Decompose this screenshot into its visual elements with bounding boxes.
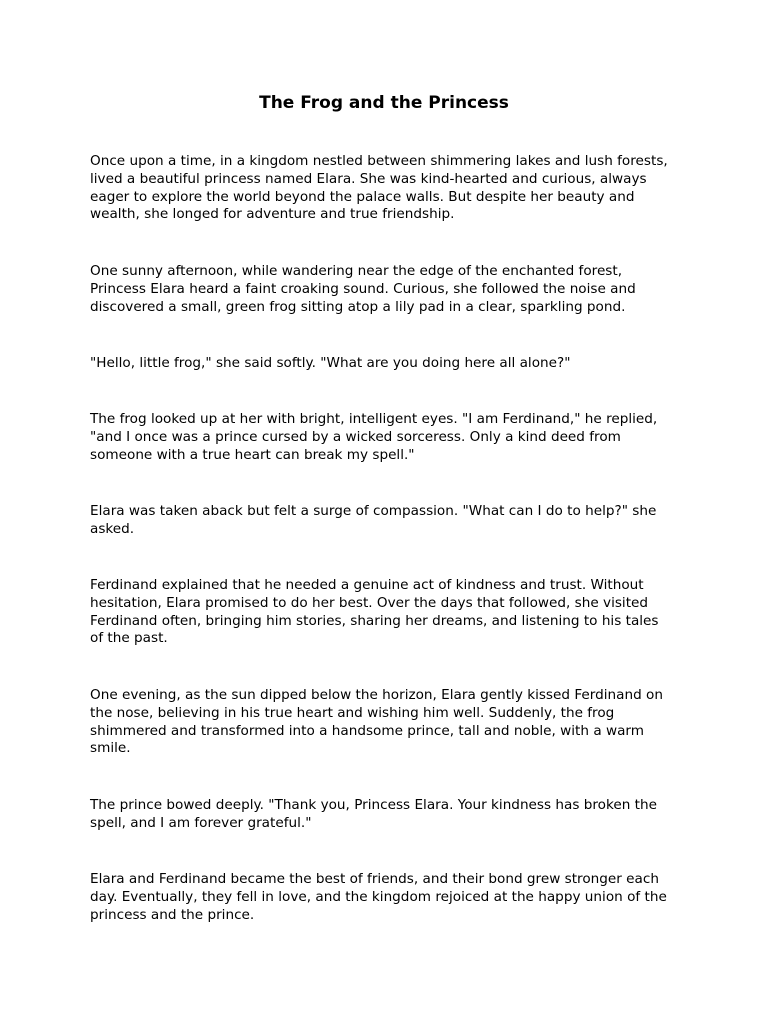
paragraph-2: One sunny afternoon, while wandering near the edge of the enchanted forest, Princess Elara heard a faint croaking sound. Curious, she followed the noise and discovered a small, green frog sitting atop a lily pad in a clear, sparkling pond.: [90, 263, 636, 315]
paragraph-3: "Hello, little frog," she said softly. "What are you doing here all alone?": [90, 355, 571, 371]
paragraph-8: The prince bowed deeply. "Thank you, Princess Elara. Your kindness has broken the spell, and I am forever grateful.": [90, 797, 657, 831]
paragraph-4: The frog looked up at her with bright, intelligent eyes. "I am Ferdinand," he replied, "and I once was a prince cursed by a wicked sorceress. Only a kind deed from someone with a true heart can break my spell.": [90, 411, 658, 463]
paragraph-5: Elara was taken aback but felt a surge of compassion. "What can I do to help?" she asked.: [90, 503, 657, 537]
paragraph-1: Once upon a time, in a kingdom nestled between shimmering lakes and lush forests, lived a beautiful princess named Elara. She was kind-hearted and curious, always eager to explore the world beyond the palace walls. But despite her beauty and wealth, she longed for adventure and true friendship.: [90, 153, 668, 223]
paragraph-6: Ferdinand explained that he needed a genuine act of kindness and trust. Without hesitation, Elara promised to do her best. Over the days that followed, she visited Ferdinand often, bringing him stories, sharing her dreams, and listening to his tales of the past.: [90, 577, 659, 647]
paragraph-9: Elara and Ferdinand became the best of friends, and their bond grew stronger each day. Eventually, they fell in love, and the kingdom rejoiced at the happy union of the princess and the prince.: [90, 871, 667, 923]
paragraph-7: One evening, as the sun dipped below the horizon, Elara gently kissed Ferdinand on the nose, believing in his true heart and wishing him well. Suddenly, the frog shimmered and transformed into a handsome prince, tall and noble, with a warm smile.: [90, 687, 663, 757]
document-title: The Frog and the Princess: [259, 93, 509, 113]
